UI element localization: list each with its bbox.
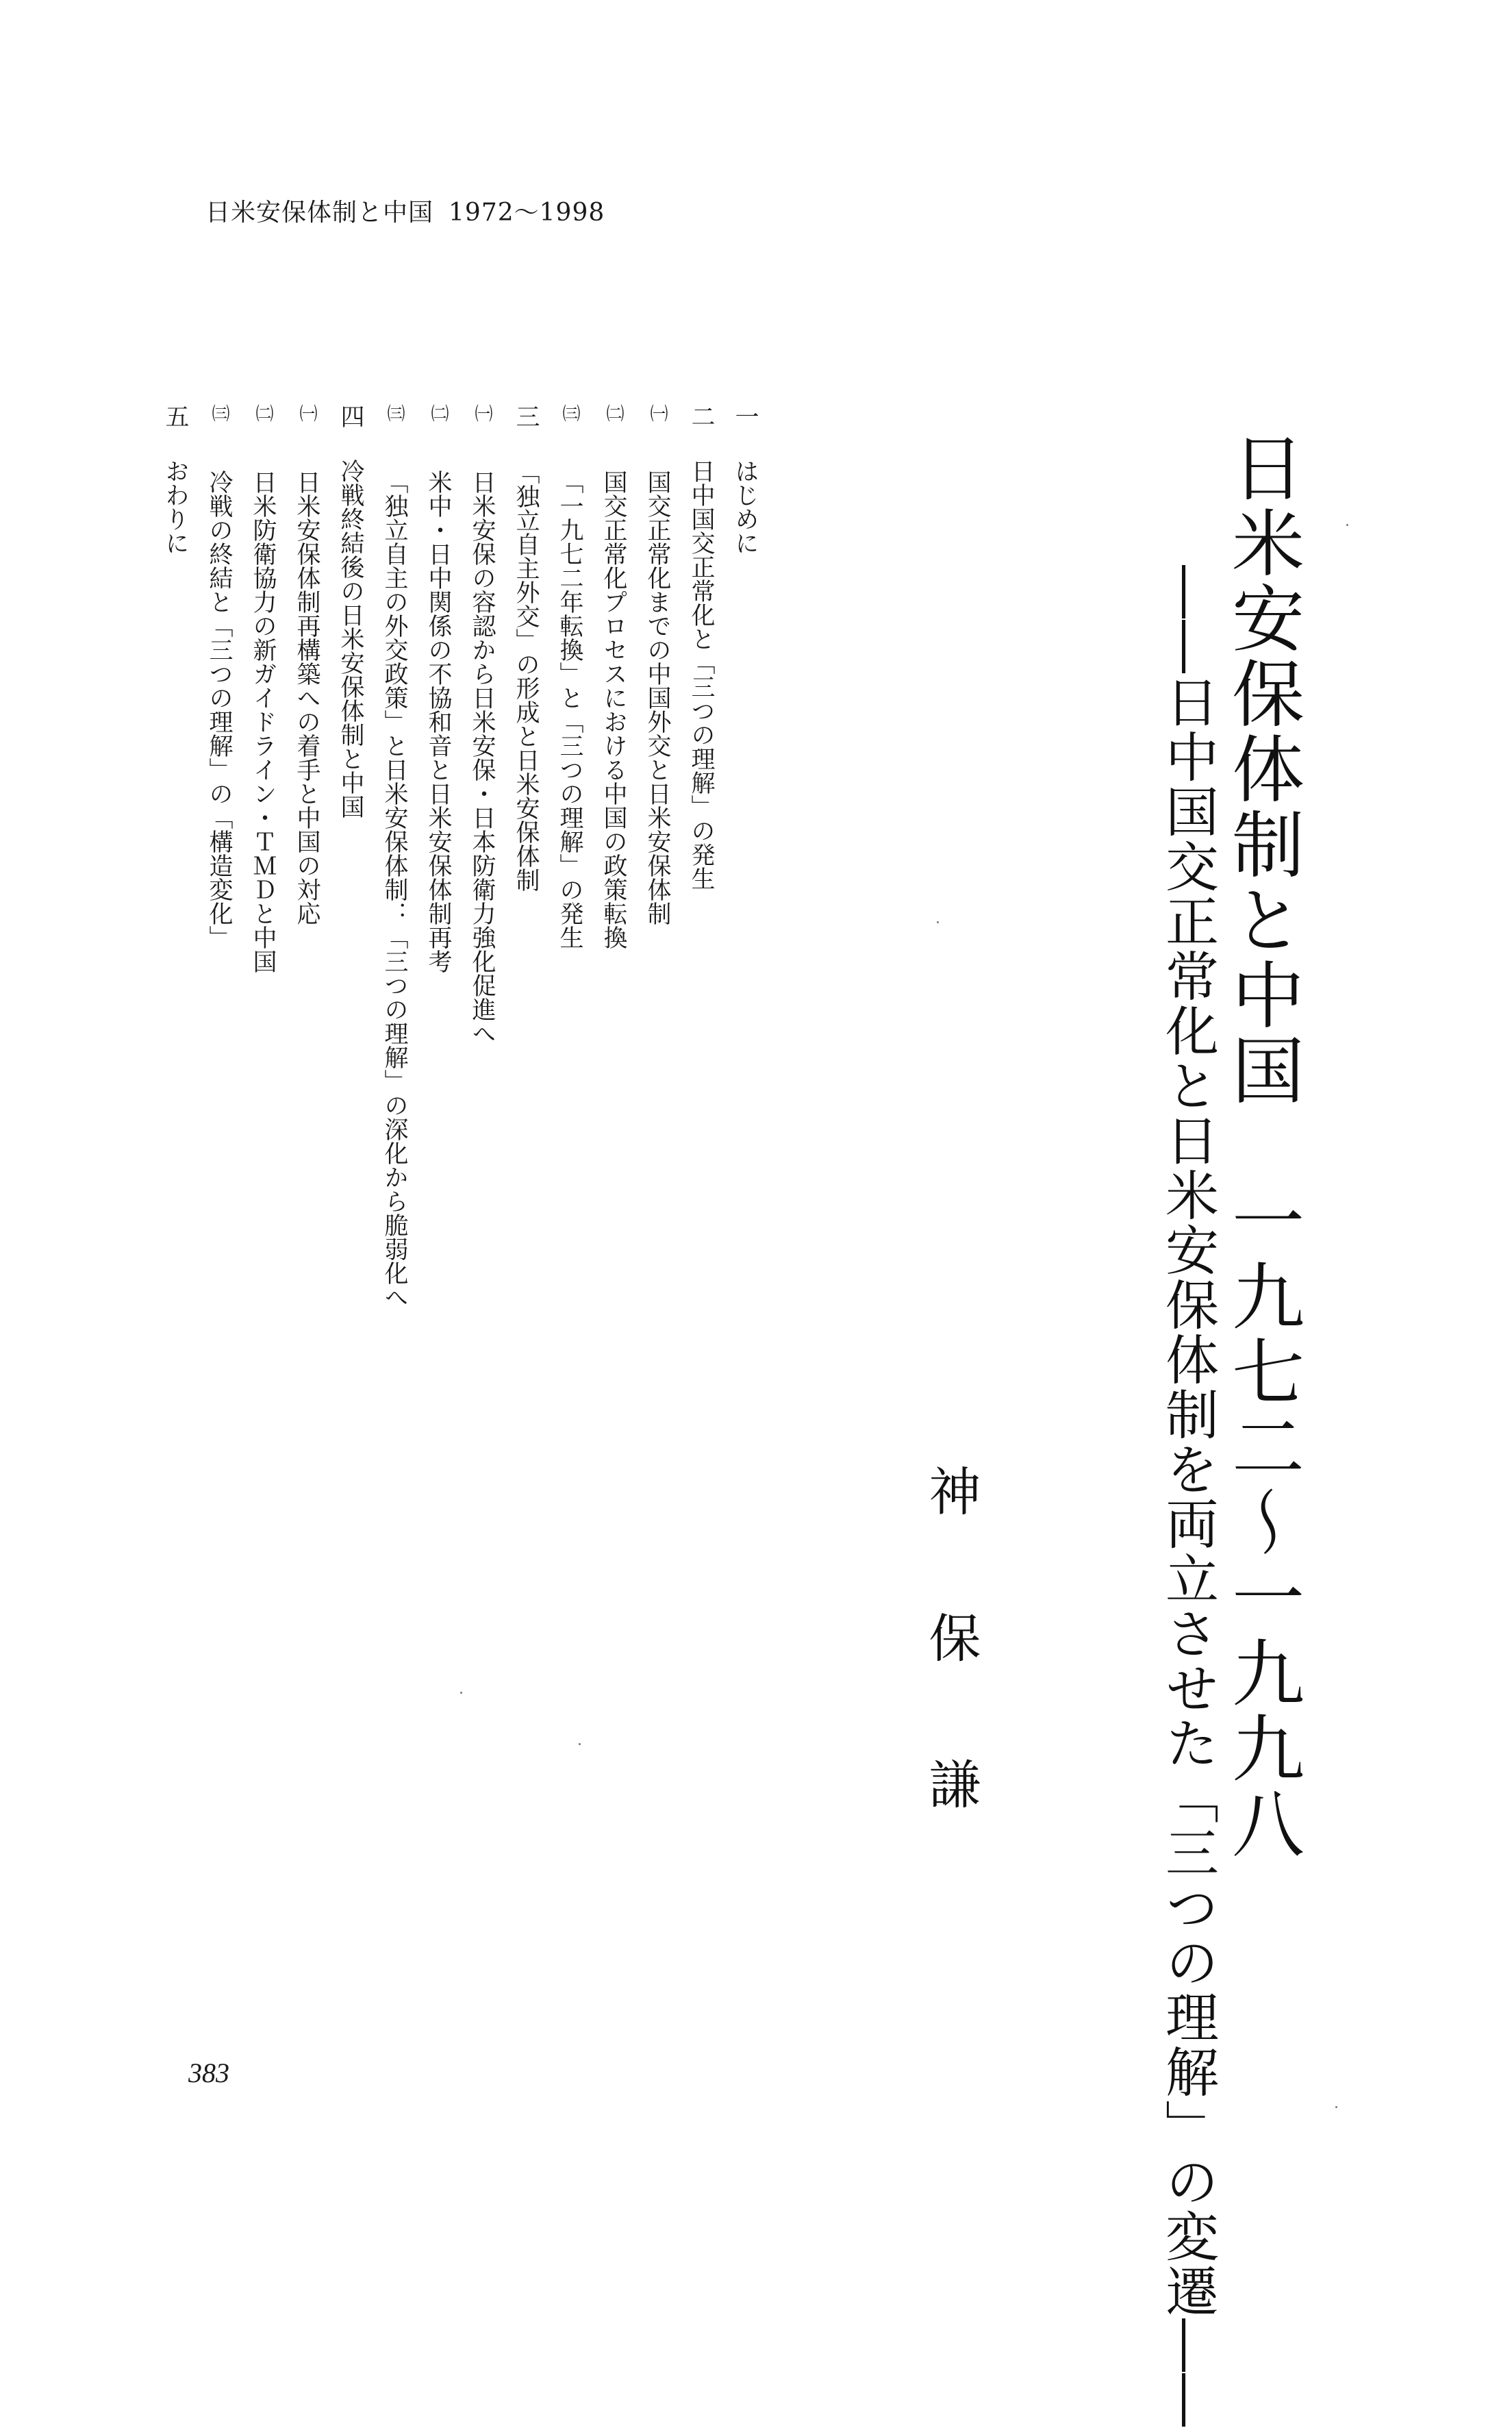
article-subtitle: ――日中国交正常化と日米安保体制を両立させた「三つの理解」の変遷―― — [1157, 565, 1218, 2428]
toc-mark: ㈠ — [647, 404, 668, 422]
toc-item — [635, 404, 679, 1431]
toc-text: 冷戦終結後の日米安保体制と中国 — [337, 459, 364, 818]
toc-mark: ㈡ — [253, 404, 273, 422]
toc-text: 日中国交正常化と「三つの理解」の発生 — [688, 459, 715, 890]
toc-item — [460, 404, 504, 1431]
scan-speck — [1335, 2106, 1337, 2108]
toc-text: おわりに — [162, 459, 189, 555]
toc-text: 「独立自主の外交政策」と日米安保体制：「三つの理解」の深化から脆弱化へ — [381, 470, 408, 1309]
toc-text: 「一九七二年転換」と「三つの理解」の発生 — [556, 470, 583, 949]
author-name: 神保謙 — [920, 1464, 981, 1904]
toc-mark: ㈢ — [559, 404, 580, 422]
toc-text: 日米安保の容認から日米安保・日本防衛力強化促進へ — [468, 470, 496, 1045]
scan-speck — [579, 1743, 581, 1745]
toc-item — [723, 404, 767, 1431]
running-title: 日米安保体制と中国 — [205, 199, 434, 227]
toc-item — [592, 404, 635, 1431]
article-title: 日米安保体制と中国 一九七二〜一九九八 — [1220, 430, 1305, 1862]
toc-mark: ㈡ — [428, 404, 449, 422]
toc-text: 冷戦の終結と「三つの理解」の「構造変化」 — [205, 470, 233, 949]
toc-item — [679, 404, 723, 1431]
toc-item — [329, 404, 373, 1431]
toc-text: 米中・日中関係の不協和音と日米安保体制再考 — [425, 470, 452, 973]
running-years: 1972〜1998 — [449, 199, 605, 227]
toc-item — [285, 404, 329, 1431]
toc-mark: 二 — [688, 404, 715, 428]
scan-speck — [1346, 524, 1348, 526]
toc-item — [416, 404, 460, 1431]
toc-item — [197, 404, 241, 1431]
toc-text: はじめに — [731, 459, 759, 555]
toc-text: 日米安保体制再構築への着手と中国の対応 — [293, 470, 320, 925]
scan-speck — [460, 1692, 462, 1694]
toc-item — [504, 404, 548, 1431]
running-header — [205, 193, 605, 228]
table-of-contents — [153, 404, 767, 1431]
page-number: 383 — [188, 2057, 229, 2088]
toc-text: 国交正常化までの中国外交と日米安保体制 — [644, 470, 671, 925]
toc-mark: ㈢ — [209, 404, 229, 422]
toc-mark: ㈠ — [472, 404, 492, 422]
toc-mark: 一 — [731, 404, 759, 428]
toc-mark: ㈡ — [603, 404, 624, 422]
toc-item — [241, 404, 285, 1431]
toc-text: 「独立自主外交」の形成と日米安保体制 — [512, 460, 540, 892]
scan-speck — [937, 921, 939, 923]
toc-text: 日米防衛協力の新ガイドライン・ＴＭＤと中国 — [249, 470, 277, 973]
toc-item — [548, 404, 592, 1431]
toc-text: 国交正常化プロセスにおける中国の政策転換 — [600, 470, 627, 949]
toc-item — [373, 404, 416, 1431]
toc-mark: 五 — [162, 404, 189, 428]
toc-mark: 三 — [512, 404, 540, 428]
toc-mark: ㈢ — [384, 404, 405, 422]
toc-mark: 四 — [337, 404, 364, 428]
toc-item — [153, 404, 197, 1431]
toc-mark: ㈠ — [297, 404, 317, 422]
